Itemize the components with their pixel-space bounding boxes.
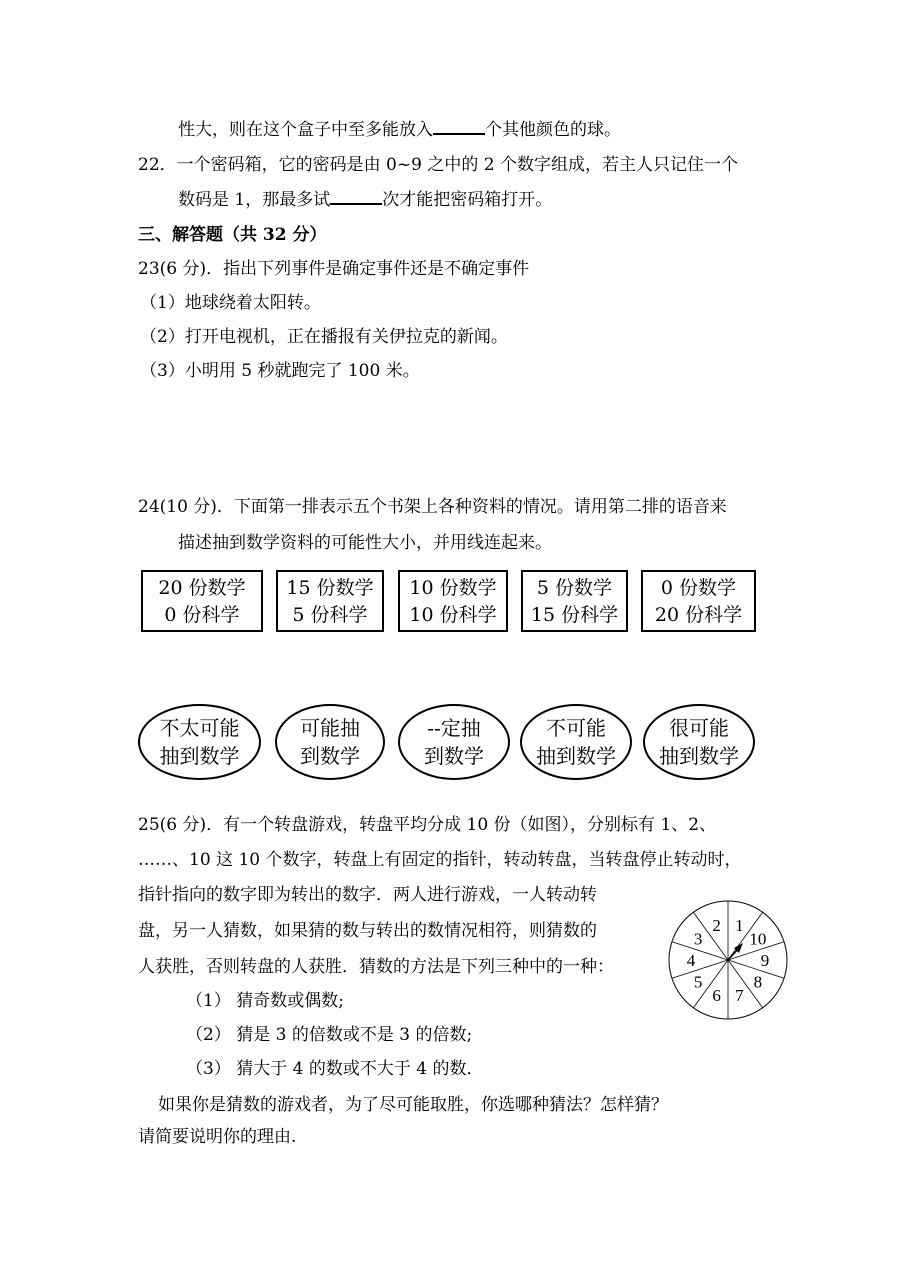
- q25-line3: 指针指向的数字即为转出的数字．两人进行游戏，一人转动转: [138, 885, 597, 905]
- q23-item-3: （3）小明用 5 秒就跑完了 100 米。: [140, 361, 420, 381]
- q25-line4: 盘，另一人猜数，如果猜的数与转出的数情况相符，则猜数的: [138, 921, 597, 941]
- spinner-number: 3: [693, 929, 703, 949]
- spinner-number: 10: [749, 929, 767, 949]
- q22-line2: 数码是 1，那最多试 次才能把密码箱打开。: [178, 190, 553, 210]
- q23-title: 23(6 分)．指出下列事件是确定事件还是不确定事件: [138, 259, 530, 279]
- section-heading: 三、解答题（共 32 分）: [138, 225, 327, 245]
- spinner-number: 5: [693, 972, 703, 992]
- answer-blank[interactable]: [433, 119, 485, 135]
- q21-tail: 性大，则在这个盒子中至多能放入 个其他颜色的球。: [178, 120, 621, 140]
- q25-option-3: （3） 猜大于 4 的数或不大于 4 的数．: [186, 1059, 484, 1079]
- q25-line2: ……、10 这 10 个数字，转盘上有固定的指针，转动转盘，当转盘停止转动时，: [138, 850, 742, 870]
- bookshelf-box-2: 15 份数学 5 份科学: [276, 570, 384, 632]
- spinner-number: 7: [735, 986, 744, 1006]
- likelihood-oval-4: 不可能 抽到数学: [520, 704, 632, 780]
- q22-line1: 22．一个密码箱，它的密码是由 0~9 之中的 2 个数字组成，若主人只记住一个: [138, 155, 738, 175]
- bookshelf-box-4: 5 份数学 15 份科学: [521, 570, 628, 632]
- q25-line1: 25(6 分)．有一个转盘游戏，转盘平均分成 10 份（如图），分别标有 1、2、: [138, 815, 717, 835]
- q24-line2: 描述抽到数学资料的可能性大小，并用线连起来。: [178, 533, 552, 553]
- spinner-number: 6: [712, 986, 721, 1006]
- spinner-number: 1: [735, 915, 744, 935]
- q24-line1: 24(10 分)．下面第一排表示五个书架上各种资料的情况。请用第二排的语音来: [138, 497, 727, 517]
- likelihood-oval-2: 可能抽 到数学: [275, 704, 385, 780]
- spinner-wheel: [658, 898, 798, 1038]
- spinner-number: 8: [753, 972, 763, 992]
- spinner-number: 4: [686, 951, 696, 970]
- answer-blank[interactable]: [330, 189, 382, 205]
- q23-item-1: （1）地球绕着太阳转。: [140, 293, 321, 313]
- q25-option-2: （2） 猜是 3 的倍数或不是 3 的倍数;: [186, 1025, 473, 1045]
- likelihood-oval-3: --定抽 到数学: [398, 704, 510, 780]
- likelihood-oval-1: 不太可能 抽到数学: [138, 704, 261, 780]
- spinner-number: 9: [760, 951, 770, 970]
- q25-option-1: （1） 猜奇数或偶数;: [186, 991, 344, 1011]
- q25-line7: 请简要说明你的理由.: [138, 1127, 297, 1147]
- bookshelf-box-5: 0 份数学 20 份科学: [641, 570, 756, 632]
- q25-line6: 如果你是猜数的游戏者，为了尽可能取胜，你选哪种猜法？怎样猜？: [158, 1095, 668, 1115]
- bookshelf-box-1: 20 份数学 0 份科学: [141, 570, 263, 632]
- q25-line5: 人获胜，否则转盘的人获胜．猜数的方法是下列三种中的一种：: [138, 957, 614, 977]
- likelihood-oval-5: 很可能 抽到数学: [643, 704, 755, 780]
- q23-item-2: （2）打开电视机，正在播报有关伊拉克的新闻。: [140, 327, 508, 347]
- spinner-number: 2: [712, 915, 721, 935]
- bookshelf-box-3: 10 份数学 10 份科学: [398, 570, 508, 632]
